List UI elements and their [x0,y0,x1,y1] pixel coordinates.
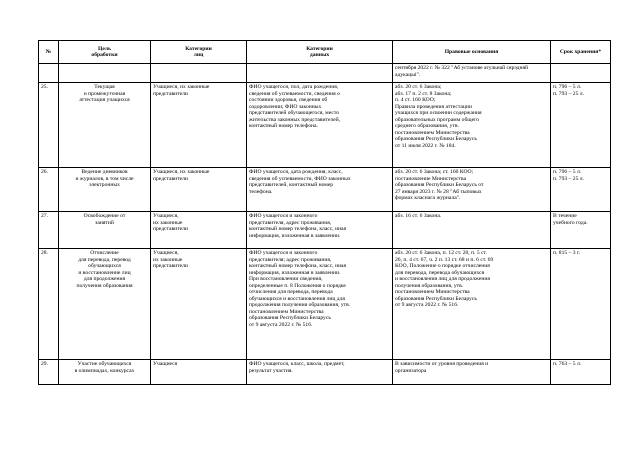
table-row [39,168,611,212]
cell-storage-term: п. 796 – 5 л. п. 793 – 25 л. [551,83,611,168]
table-header-row [39,41,611,64]
document-page [38,40,610,385]
cell-empty [551,64,611,83]
table-row [39,249,611,360]
cell-person-categories: Учащиеся, их законные представители [151,83,247,168]
cell-storage-term: п. 763 – 5 л. [551,360,611,385]
cell-data-categories: ФИО учащегося и законного представителя; адрес проживания, контактный номер телефона, класс, иная информация, изложенная в заявлении. При восстановлении сведения, определенные п. 8 Положения о порядке отчисления для перевода, перевода обучающихся и восстановления лиц для продолжения получения образования, утв. постановлением Министерства образования Республики Беларусь от 9 августа 2022 г. № 516. [247,249,393,360]
table-row [39,212,611,249]
cell-storage-term: п. 796 – 5 л. п. 793 – 25 л. [551,168,611,212]
cell-data-categories: ФИО учащегося, класс, школа, предмет, результат участия. [247,360,393,385]
cell-number: 29. [39,360,59,385]
cell-empty [247,64,393,83]
cell-number: 25. [39,83,59,168]
cell-data-categories: ФИО учащегося, пол, дата рождения, сведения об успеваемости, сведения о состоянии здоровья, сведения об оздоровлении; ФИО законных представителей обучающегося, место жительства законных представителей, контактный номер телефона. [247,83,393,168]
cell-goal: Текущая и промежуточная аттестация учащихся [59,83,151,168]
cell-empty [39,64,59,83]
cell-legal-basis: абз. 20 ст. 6 Закона; абз. 17 п. 2 ст. 8 Закона; п. 4 ст. 160 КОО; Правила проведения аттестации учащихся при освоении содержания образовательных программ общего среднего образования, утв. постановлением Министерства образования Республики Беларусь от 11 июля 2022 г. № 184. [393,83,551,168]
cell-empty [59,64,151,83]
header-person-categories: Категории лиц [151,41,247,64]
cell-legal-basis: В зависимости от уровня проведения и организатора [393,360,551,385]
cell-legal-basis: абз. 16 ст. 6 Закона. [393,212,551,249]
cell-person-categories: Учащиеся, их законные представители [151,212,247,249]
cell-data-categories: ФИО учащегося и законного представителя, адрес проживания, контактный номер телефона, класс, иная информация, изложенная в заявлении. [247,212,393,249]
personal-data-table [38,40,611,385]
table-row [39,83,611,168]
cell-number: 28. [39,249,59,360]
cell-goal: Ведение дневников и журналов, в том числе электронных [59,168,151,212]
cell-data-categories: ФИО учащегося, дата рождения, класс, сведения об успеваемости, ФИО законных представителей, контактный номер телефона. [247,168,393,212]
table-row-continuation [39,64,611,83]
header-storage-term: Срок хранения* [551,41,611,64]
cell-goal: Отчисление для перевода, перевод обучающихся и восстановление лиц для продолжения получения образования [59,249,151,360]
header-data-categories: Категории данных [247,41,393,64]
cell-legal-basis: абз. 20 ст. 6 Закона, п. 12 ст. 20, п. 5 ст. 26, п. 4 ст. 67, ч. 2 п. 13 ст. 68 и п. 6 ст. 69 КОО, Положение о порядке отчисления для перевода, перевода обучающихся и восстановления лиц для продолжения получения образования, утв. постановлением Министерства образования Республики Беларусь от 9 августа 2022 г. № 516. [393,249,551,360]
cell-goal: Освобождение от занятий [59,212,151,249]
cell-empty [151,64,247,83]
cell-storage-term: п. 815 – 3 г. [551,249,611,360]
table-row [39,360,611,385]
cell-person-categories: Учащиеся, их законные представители [151,168,247,212]
cell-storage-term: В течение учебного года. [551,212,611,249]
header-goal: Цель обработки [59,41,151,64]
cell-person-categories: Учащиеся [151,360,247,385]
cell-goal: Участие обучающихся в олимпиадах, конкурсах [59,360,151,385]
cell-number: 26. [39,168,59,212]
cell-legal-basis: абз. 20 ст. 6 Закона; ст. 160 КОО; постановление Министерства образования Республики Беларусь от 27 января 2023 г. № 28 "Аб тыповых формах класнага журнала". [393,168,551,212]
cell-number: 27. [39,212,59,249]
header-number: № [39,41,59,64]
header-legal-basis: Правовые основания [393,41,551,64]
cell-legal-basis: сентября 2022 г. № 322 "Аб установе агульнай сярэдняй адукацыі". [393,64,551,83]
cell-person-categories: Учащиеся, их законные представители [151,249,247,360]
